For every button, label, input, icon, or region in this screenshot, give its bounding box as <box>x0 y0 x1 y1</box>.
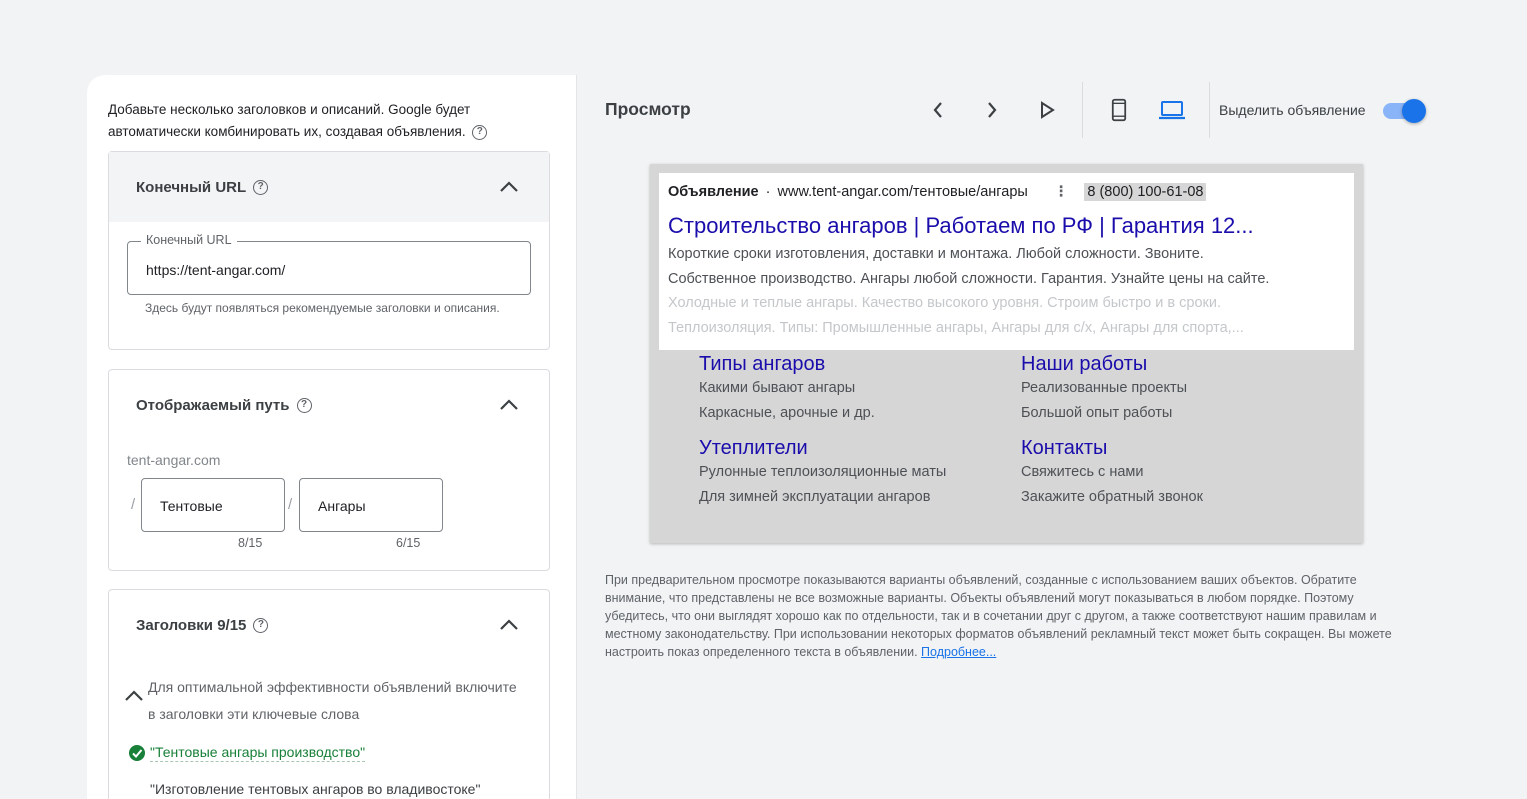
next-button[interactable] <box>978 96 1006 124</box>
sitelink-title[interactable]: Типы ангаров <box>699 353 826 375</box>
keyword-suggestion[interactable]: "Тентовые ангары производство" <box>150 744 366 760</box>
final-url-card-header[interactable] <box>109 152 549 222</box>
chevron-up-icon[interactable] <box>499 397 519 411</box>
chevron-up-icon[interactable] <box>499 179 519 193</box>
toolbar-divider <box>1209 82 1210 138</box>
sitelink-title[interactable]: Утеплители <box>699 437 808 459</box>
ad-label: Объявление <box>668 184 759 200</box>
help-circle-icon[interactable]: ? <box>253 180 268 195</box>
mobile-preview-button[interactable] <box>1105 96 1133 124</box>
ad-description: Теплоизоляция. Типы: Промышленные ангары, Ангары для с/х, Ангары для спорта,... <box>668 320 1244 336</box>
final-url-card <box>108 151 550 350</box>
sitelink-line: Большой опыт работы <box>1021 405 1173 421</box>
preview-title: Просмотр <box>605 99 691 119</box>
highlight-ad-label: Выделить объявление <box>1219 102 1366 118</box>
learn-more-link[interactable]: Подробнее... <box>921 645 997 659</box>
toggle-knob <box>1402 99 1426 123</box>
preview-disclaimer <box>605 571 1405 661</box>
path-separator: / <box>288 496 293 513</box>
headlines-title: Заголовки 9/15 <box>136 616 247 634</box>
ad-phone: 8 (800) 100-61-08 <box>1084 183 1206 201</box>
ad-display-url: www.tent-angar.com/тентовые/ангары <box>777 184 1028 200</box>
sitelink-line: Какими бывают ангары <box>699 380 856 396</box>
disclaimer-text: При предварительном просмотре показываются варианты объявлений, созданные с использованием ваших объектов. Обратите внимание, что представлены не все возможные варианты. Объекты объявлений могут показываться в любом порядке. Поэтому убедитесь, что они выглядят хорошо как по отдельности, так и в сочетании друг с другом, а также соответствуют нашим правилам и местному законодательству. При использовании некоторых форматов объявлений рекламный текст может быть сокращен. Вы можете настроить показ определенного текста в объявлении. <box>605 573 1392 659</box>
chevron-up-icon[interactable] <box>499 617 519 631</box>
headlines-card-header[interactable] <box>109 590 549 660</box>
ad-description: Холодные и теплые ангары. Качество высокого уровня. Строим быстро и в сроки. <box>668 295 1221 311</box>
intro-text-content: Добавьте несколько заголовков и описаний. Google будет автоматически комбинировать их, создавая объявления. <box>108 102 471 139</box>
final-url-field[interactable] <box>127 233 531 295</box>
headlines-card <box>108 589 550 799</box>
ad-headline[interactable]: Строительство ангаров | Работаем по РФ | Гарантия 12... <box>668 213 1254 238</box>
ad-preview-card <box>659 173 1354 350</box>
path-separator: / <box>131 496 136 513</box>
sitelink-title[interactable]: Наши работы <box>1021 353 1148 375</box>
help-circle-icon[interactable]: ? <box>297 398 312 413</box>
intro-text <box>108 99 528 143</box>
help-circle-icon[interactable]: ? <box>253 618 268 633</box>
path2-input[interactable] <box>299 478 443 532</box>
chevron-left-icon <box>931 100 945 120</box>
check-circle-icon <box>129 745 145 761</box>
sitelink-line: Каркасные, арочные и др. <box>699 405 875 421</box>
ad-description: Собственное производство. Ангары любой сложности. Гарантия. Узнайте цены на сайте. <box>668 271 1270 287</box>
play-button[interactable] <box>1033 96 1061 124</box>
ad-preview-frame <box>650 164 1363 543</box>
final-url-hint: Здесь будут появляться рекомендуемые заголовки и описания. <box>145 301 500 315</box>
play-icon <box>1039 101 1055 119</box>
sitelink-line: Реализованные проекты <box>1021 380 1188 396</box>
final-url-title: Конечный URL <box>136 178 247 196</box>
chevron-up-icon[interactable] <box>124 688 144 702</box>
path1-input[interactable] <box>141 478 285 532</box>
prev-button[interactable] <box>924 96 952 124</box>
path1-counter: 8/15 <box>238 536 263 550</box>
smartphone-icon <box>1111 98 1127 122</box>
sitelink-line: Закажите обратный звонок <box>1021 489 1203 505</box>
keyword-suggestion[interactable]: "Изготовление тентовых ангаров во владивостоке" <box>150 781 481 797</box>
display-domain: tent-angar.com <box>127 452 221 468</box>
path1-value: Тентовые <box>160 498 223 514</box>
display-path-title: Отображаемый путь <box>136 396 290 414</box>
highlight-ad-toggle[interactable] <box>1383 99 1425 123</box>
sitelink-line: Рулонные теплоизоляционные маты <box>699 464 947 480</box>
asset-editor-panel <box>87 75 577 799</box>
path2-counter: 6/15 <box>396 536 421 550</box>
final-url-field-value: https://tent-angar.com/ <box>146 262 286 278</box>
laptop-icon <box>1158 100 1186 120</box>
desktop-preview-button[interactable] <box>1158 96 1186 124</box>
ad-description: Короткие сроки изготовления, доставки и монтажа. Любой сложности. Звоните. <box>668 246 1204 262</box>
keyword-suggestion-intro: Для оптимальной эффективности объявлений включите в заголовки эти ключевые слова <box>148 679 517 722</box>
sitelink-line: Свяжитесь с нами <box>1021 464 1144 480</box>
sitelink-line: Для зимней эксплуатации ангаров <box>699 489 931 505</box>
sitelink-title[interactable]: Контакты <box>1021 437 1108 459</box>
more-vert-icon[interactable]: ⋮ <box>1053 184 1069 200</box>
ad-meta-line <box>668 184 1206 200</box>
display-path-card-header[interactable] <box>109 370 549 440</box>
help-circle-icon[interactable]: ? <box>472 125 487 140</box>
chevron-right-icon <box>985 100 999 120</box>
final-url-field-label: Конечный URL <box>141 233 237 247</box>
ad-meta-separator: · <box>765 184 771 200</box>
path2-value: Ангары <box>318 498 366 514</box>
display-path-card <box>108 369 550 571</box>
toolbar-divider <box>1082 82 1083 138</box>
